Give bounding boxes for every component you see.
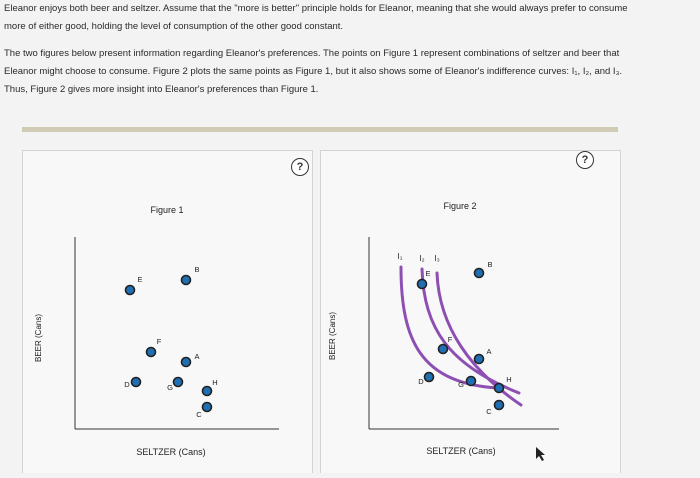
figure-1-point-label-c: C <box>196 410 202 419</box>
figure-2-chart <box>321 151 620 473</box>
figure-1-point-b <box>182 276 191 285</box>
help-icon-2[interactable]: ? <box>576 151 594 169</box>
figure-2-point-c <box>495 401 504 410</box>
figure-2-point-label-f: F <box>447 335 453 344</box>
indifference-curve-label-3: I₃ <box>434 254 440 263</box>
figure-1-title: Figure 1 <box>150 205 184 215</box>
help-icon[interactable]: ? <box>291 158 309 176</box>
figure-1-point-label-b: B <box>194 265 200 274</box>
mouse-cursor-icon <box>535 446 547 462</box>
figure-2-panel <box>320 150 621 473</box>
figure-1-point-label-f: F <box>156 337 162 346</box>
figure-1-point-g <box>174 378 183 387</box>
intro-line-2: more of either good, holding the level of consumption of the other good constant. <box>4 21 344 32</box>
figure-2-point-label-a: A <box>486 347 492 356</box>
figure-2-point-b <box>475 269 484 278</box>
figure-2-point-h <box>495 384 504 393</box>
figure-1-chart <box>23 151 312 473</box>
figure-1-point-label-a: A <box>194 352 200 361</box>
figure-2-point-f <box>439 345 448 354</box>
figure-1-panel <box>22 150 313 473</box>
figure-1-point-a <box>182 358 191 367</box>
figure-1-point-e <box>126 286 135 295</box>
figure-2-point-label-c: C <box>486 407 492 416</box>
figure-1-point-d <box>132 378 141 387</box>
figure-2-point-label-e: E <box>425 269 431 278</box>
figure-2-point-label-b: B <box>487 260 493 269</box>
intro-line-1: Eleanor enjoys both beer and seltzer. Assume that the "more is better" principle holds for Eleanor, meaning that she would always prefer to consume <box>4 3 628 14</box>
intro-line-3: The two figures below present information regarding Eleanor's preferences. The points on Figure 1 represent combinations of seltzer and beer that <box>4 48 620 59</box>
intro-line-5: Thus, Figure 2 gives more insight into Eleanor's preferences than Figure 1. <box>4 84 319 95</box>
indifference-curve-2 <box>422 269 519 393</box>
figure-1-point-label-g: G <box>167 383 173 392</box>
figure-1-xlabel: SELTZER (Cans) <box>136 447 206 457</box>
figure-1-point-label-e: E <box>137 275 143 284</box>
figure-2-point-label-d: D <box>418 377 424 386</box>
figure-2-point-d <box>425 373 434 382</box>
intro-line-4: Eleanor might choose to consume. Figure 2 plots the same points as Figure 1, but it also shows some of Eleanor's indifference curves: I₁, I₂, and I₃. <box>4 66 623 77</box>
indifference-curve-label-2: I₂ <box>419 254 425 263</box>
figure-2-point-e <box>418 280 427 289</box>
figure-2-ylabel: BEER (Cans) <box>328 311 337 361</box>
indifference-curve-label-1: I₁ <box>397 252 403 261</box>
figure-1-point-f <box>147 348 156 357</box>
figure-2-xlabel: SELTZER (Cans) <box>426 446 496 456</box>
figure-1-ylabel: BEER (Cans) <box>34 313 43 363</box>
figure-2-point-label-g: G <box>458 380 464 389</box>
figure-2-point-label-h: H <box>506 375 512 384</box>
figure-1-point-label-d: D <box>124 380 130 389</box>
figure-1-point-label-h: H <box>212 378 218 387</box>
figure-2-title: Figure 2 <box>443 201 477 211</box>
section-divider <box>22 127 618 132</box>
figure-1-point-h <box>203 387 212 396</box>
figure-1-point-c <box>203 403 212 412</box>
figure-2-point-g <box>467 377 476 386</box>
figure-2-point-a <box>475 355 484 364</box>
